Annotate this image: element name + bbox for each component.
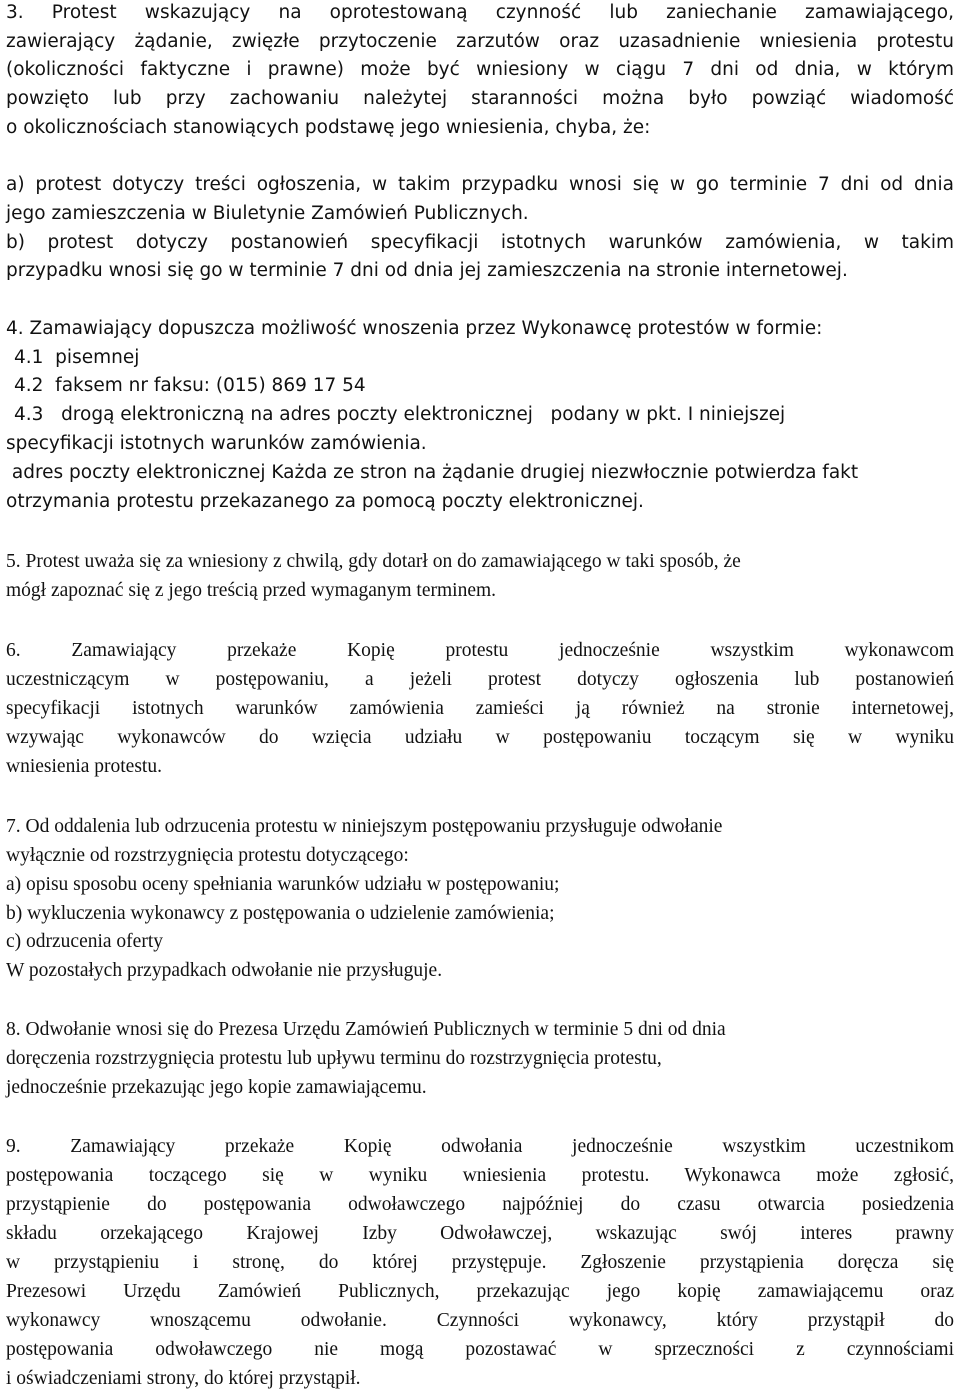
paragraph-9-line-2: postępowania toczącego się w wyniku wniesienia protestu. Wykonawca może zgłosić, [6,1165,954,1186]
paragraph-4-item-1: 4.1 pisemnej [14,347,140,368]
paragraph-7-line-2: wyłącznie od rozstrzygnięcia protestu dotyczącego: [6,845,409,866]
paragraph-9-line-5: w przystąpieniu i stronę, do której przystępuje. Zgłoszenie przystąpienia doręcza się [6,1252,954,1273]
paragraph-4-line-1: 4. Zamawiający dopuszcza możliwość wnoszenia przez Wykonawcę protestów w formie: [6,318,823,339]
paragraph-9-line-8: postępowania odwoławczego nie mogą pozostawać w sprzeczności z czynnościami [6,1339,954,1360]
paragraph-3-line-3: (okoliczności faktyczne i prawne) może być wniesiony w ciągu 7 dni od dnia, w którym [6,59,954,80]
paragraph-8-line-2: doręczenia rozstrzygnięcia protestu lub upływu terminu do rozstrzygnięcia protestu, [6,1048,662,1069]
paragraph-6-line-1: 6. Zamawiający przekaże Kopię protestu jednocześnie wszystkim wykonawcom [6,640,954,661]
paragraph-5-line-2: mógł zapoznać się z jego treścią przed wymaganym terminem. [6,580,497,601]
paragraph-4-line-5: specyfikacji istotnych warunków zamówienia. [6,433,427,454]
paragraph-9-line-1: 9. Zamawiający przekaże Kopię odwołania jednocześnie wszystkim uczestnikom [6,1136,954,1157]
paragraph-3-line-5: o okolicznościach stanowiących podstawę jego wniesienia, chyba, że: [6,117,651,138]
paragraph-3b-line-1: b) protest dotyczy postanowień specyfikacji istotnych warunków zamówienia, w takim [6,232,954,253]
paragraph-7-line-1: 7. Od oddalenia lub odrzucenia protestu w niniejszym postępowaniu przysługuje odwołanie [6,816,723,837]
paragraph-4-item-3: 4.3 drogą elektroniczną na adres poczty elektronicznej podany w pkt. I niniejszej [14,404,786,425]
paragraph-6-line-2: uczestniczącym w postępowaniu, a jeżeli protest dotyczy ogłoszenia lub postanowień [6,669,954,690]
paragraph-9-line-9: i oświadczeniami strony, do której przystąpił. [6,1368,361,1389]
paragraph-4-item-2: 4.2 faksem nr faksu: (015) 869 17 54 [14,375,366,396]
paragraph-8-line-3: jednocześnie przekazując jego kopie zamawiającemu. [6,1077,427,1098]
paragraph-9-line-4: składu orzekającego Krajowej Izby Odwoławczej, wskazując swój interes prawny [6,1223,954,1244]
paragraph-3-line-2: zawierający żądanie, zwięzłe przytoczenie zarzutów oraz uzasadnienie wniesienia protestu [6,31,954,52]
paragraph-7-line-6: W pozostałych przypadkach odwołanie nie przysługuje. [6,960,443,981]
paragraph-7-item-c: c) odrzucenia oferty [6,931,163,952]
paragraph-9-line-6: Prezesowi Urzędu Zamówień Publicznych, przekazując jego kopię zamawiającemu oraz [6,1281,954,1302]
paragraph-6-line-4: wzywając wykonawców do wzięcia udziału w postępowaniu toczącym się w wyniku [6,727,954,748]
paragraph-3-line-4: powzięto lub przy zachowaniu należytej staranności można było powziąć wiadomość [6,88,954,109]
paragraph-6-line-5: wniesienia protestu. [6,756,162,777]
paragraph-8-line-1: 8. Odwołanie wnosi się do Prezesa Urzędu Zamówień Publicznych w terminie 5 dni od dnia [6,1019,726,1040]
paragraph-9-line-3: przystąpienie do postępowania odwoławczego najpóźniej do czasu otwarcia posiedzenia [6,1194,954,1215]
paragraph-4-line-7: otrzymania protestu przekazanego za pomocą poczty elektronicznej. [6,491,644,512]
paragraph-5-line-1: 5. Protest uważa się za wniesiony z chwilą, gdy dotarł on do zamawiającego w taki sposób, że [6,551,741,572]
paragraph-4-line-6: adres poczty elektronicznej Każda ze stron na żądanie drugiej niezwłocznie potwierdza fakt [6,462,859,483]
paragraph-6-line-3: specyfikacji istotnych warunków zamówienia zamieści ją również na stronie internetowej, [6,698,954,719]
paragraph-3-line-1: 3. Protest wskazujący na oprotestowaną czynność lub zaniechanie zamawiającego, [6,2,954,23]
paragraph-3a-line-2: jego zamieszczenia w Biuletynie Zamówień Publicznych. [6,203,529,224]
paragraph-7-item-a: a) opisu sposobu oceny spełniania warunków udziału w postępowaniu; [6,874,560,895]
paragraph-3a-line-1: a) protest dotyczy treści ogłoszenia, w takim przypadku wnosi się w go terminie 7 dni od dnia [6,174,954,195]
paragraph-7-item-b: b) wykluczenia wykonawcy z postępowania o udzielenie zamówienia; [6,903,555,924]
paragraph-9-line-7: wykonawcy wnoszącemu odwołanie. Czynności wykonawcy, który przystąpił do [6,1310,954,1331]
paragraph-3b-line-2: przypadku wnosi się go w terminie 7 dni od dnia jej zamieszczenia na stronie internetowej. [6,260,848,281]
